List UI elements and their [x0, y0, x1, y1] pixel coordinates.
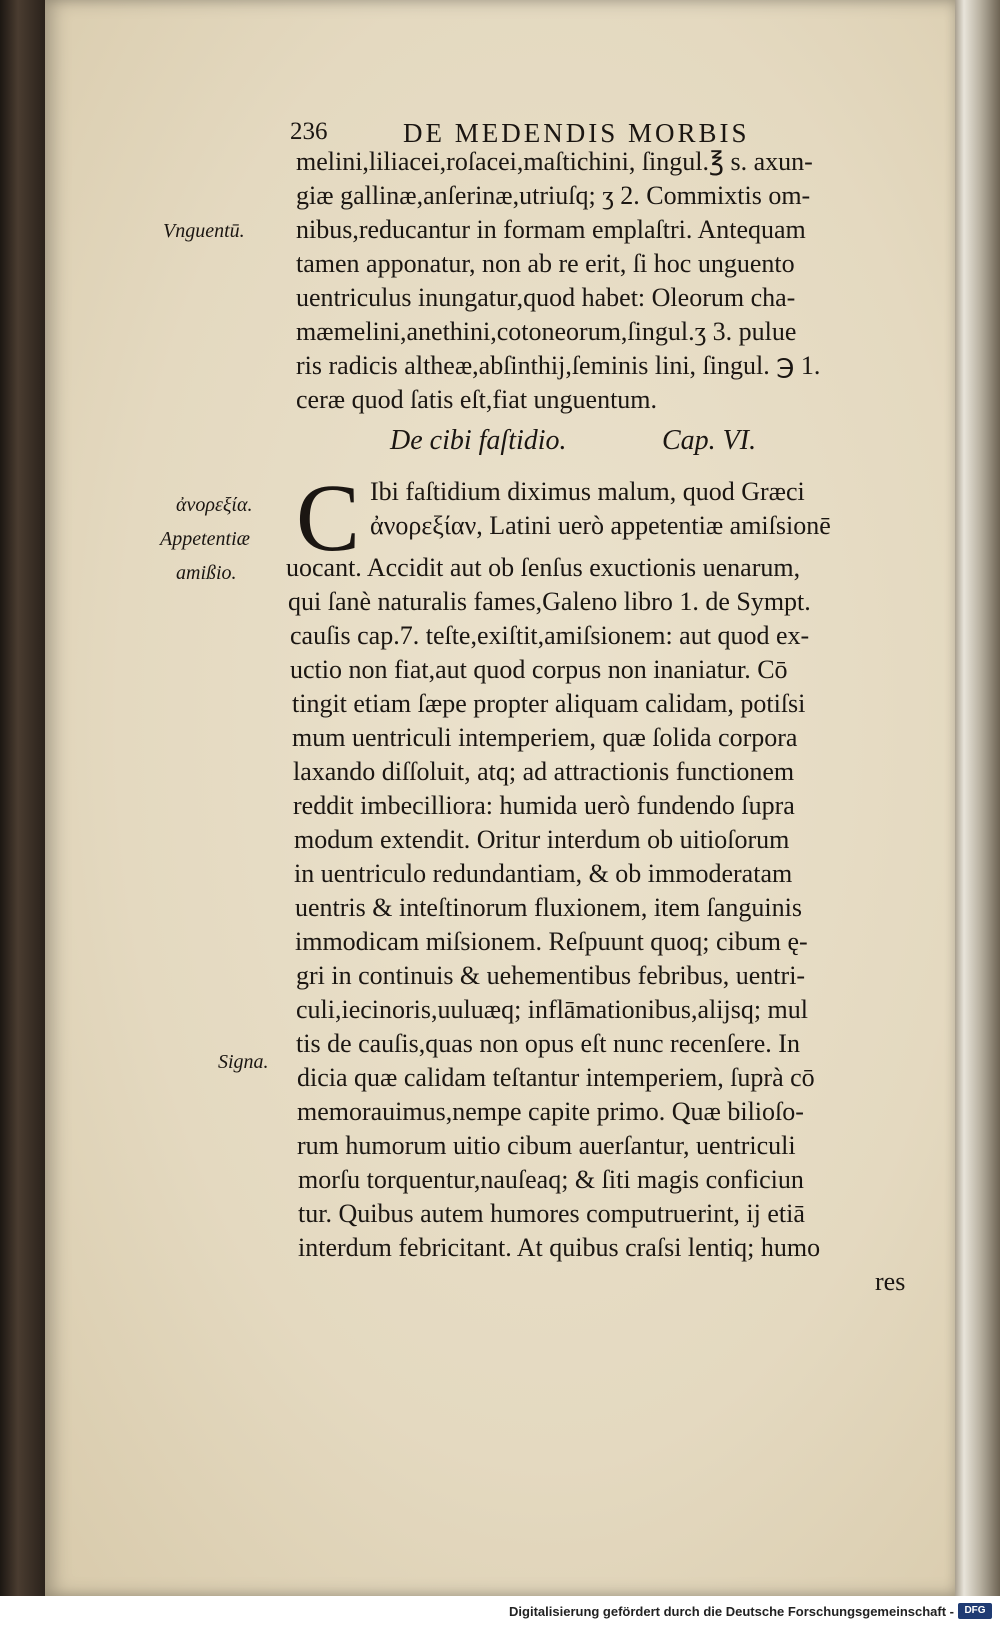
- chapter-number: Cap. VI.: [662, 425, 757, 456]
- margin-note-unguentum: Vnguentū.: [163, 220, 245, 242]
- book-binding-shadow: [0, 0, 45, 1627]
- text-line: qui ſanè naturalis fames,Galeno libro 1. de Sympt.: [288, 587, 811, 616]
- text-line: uentriculus inungatur,quod habet: Oleorum cha-: [296, 283, 796, 312]
- text-line: gri in continuis & uehementibus febribus, uentri-: [296, 961, 806, 990]
- text-line: uentris & inteſtinorum fluxionem, item ſanguinis: [295, 893, 802, 922]
- text-line: uocant. Accidit aut ob ſenſus exuctionis uenarum,: [286, 553, 801, 582]
- text-line: giæ gallinæ,anſerinæ,utriuſq; ʒ 2. Commixtis om-: [296, 181, 811, 210]
- text-line: ceræ quod ſatis eſt,fiat unguentum.: [296, 385, 658, 414]
- text-line: morſu torquentur,nauſeaq; & ſiti magis conficiun: [298, 1165, 804, 1194]
- text-line: melini,liliacei,roſacei,maſtichini, ſingul.℥ s. axun-: [296, 147, 813, 176]
- text-line: immodicam miſsionem. Reſpuunt quoq; cibum ę-: [295, 927, 808, 956]
- text-line: mæmelini,anethini,cotoneorum,ſingul.ʒ 3. pulue: [296, 317, 797, 346]
- text-line: cauſis cap.7. teſte,exiſtit,amiſsionem: aut quod ex-: [290, 621, 810, 650]
- page-number: 236: [290, 118, 328, 145]
- catchword: res: [875, 1267, 906, 1296]
- text-line: tamen apponatur, non ab re erit, ſi hoc unguento: [296, 249, 795, 278]
- text-line: dicia quæ calidam teſtantur intemperiem, ſuprà cō: [297, 1063, 815, 1092]
- margin-note-greek: ἀνορεξία.: [176, 494, 253, 516]
- text-line: ris radicis altheæ,abſinthij,ſeminis lini, ſingul. ℈ 1.: [296, 351, 821, 380]
- text-line: tingit etiam ſæpe propter aliquam calidam, potiſsi: [292, 689, 806, 718]
- text-line: reddit imbecilliora: humida uerò fundendo ſupra: [293, 791, 795, 820]
- funding-notice: Digitalisierung gefördert durch die Deutsche Forschungsgemeinschaft -: [509, 1604, 954, 1619]
- page-edge: [955, 0, 1000, 1627]
- text-line: mum uentriculi intemperiem, quæ ſolida corpora: [292, 723, 798, 752]
- text-line: laxando diſſoluit, atq; ad attractionis functionem: [293, 757, 795, 786]
- text-line: culi,iecinoris,uuluæq; inflāmationibus,alijsq; mul: [296, 995, 809, 1024]
- text-line: modum extendit. Oritur interdum ob uitioſorum: [294, 825, 790, 854]
- text-line: ἀνορεξίαν, Latini uerò appetentiæ amiſsionē: [370, 511, 831, 540]
- text-line: tis de cauſis,quas non opus eſt nunc recenſere. In: [296, 1029, 800, 1058]
- dfg-logo: DFG: [958, 1603, 992, 1619]
- text-line: in uentriculo redundantiam, & ob immoderatam: [294, 859, 793, 888]
- text-line: interdum febricitant. At quibus craſsi lentiq; humo: [298, 1233, 821, 1262]
- text-line: tur. Quibus autem humores computruerint, ij etiā: [298, 1199, 805, 1228]
- drop-capital: C: [296, 464, 361, 571]
- chapter-heading: [390, 425, 860, 461]
- running-title: DE MEDENDIS MORBIS: [403, 118, 750, 148]
- text-line: uctio non fiat,aut quod corpus non inaniatur. Cō: [290, 655, 788, 684]
- margin-note-appetentiae: Appetentiæ: [160, 528, 250, 550]
- text-line: Ibi faſtidium diximus malum, quod Græci: [370, 477, 805, 506]
- margin-note-signa: Signa.: [218, 1051, 269, 1073]
- text-line: memorauimus,nempe capite primo. Quæ bilioſo-: [297, 1097, 804, 1126]
- margin-note-amissio: amißio.: [176, 562, 237, 584]
- text-line: rum humorum uitio cibum auerſantur, uentriculi: [297, 1131, 796, 1160]
- chapter-title: De cibi faſtidio.: [390, 425, 567, 456]
- text-line: nibus,reducantur in formam emplaſtri. Antequam: [296, 215, 806, 244]
